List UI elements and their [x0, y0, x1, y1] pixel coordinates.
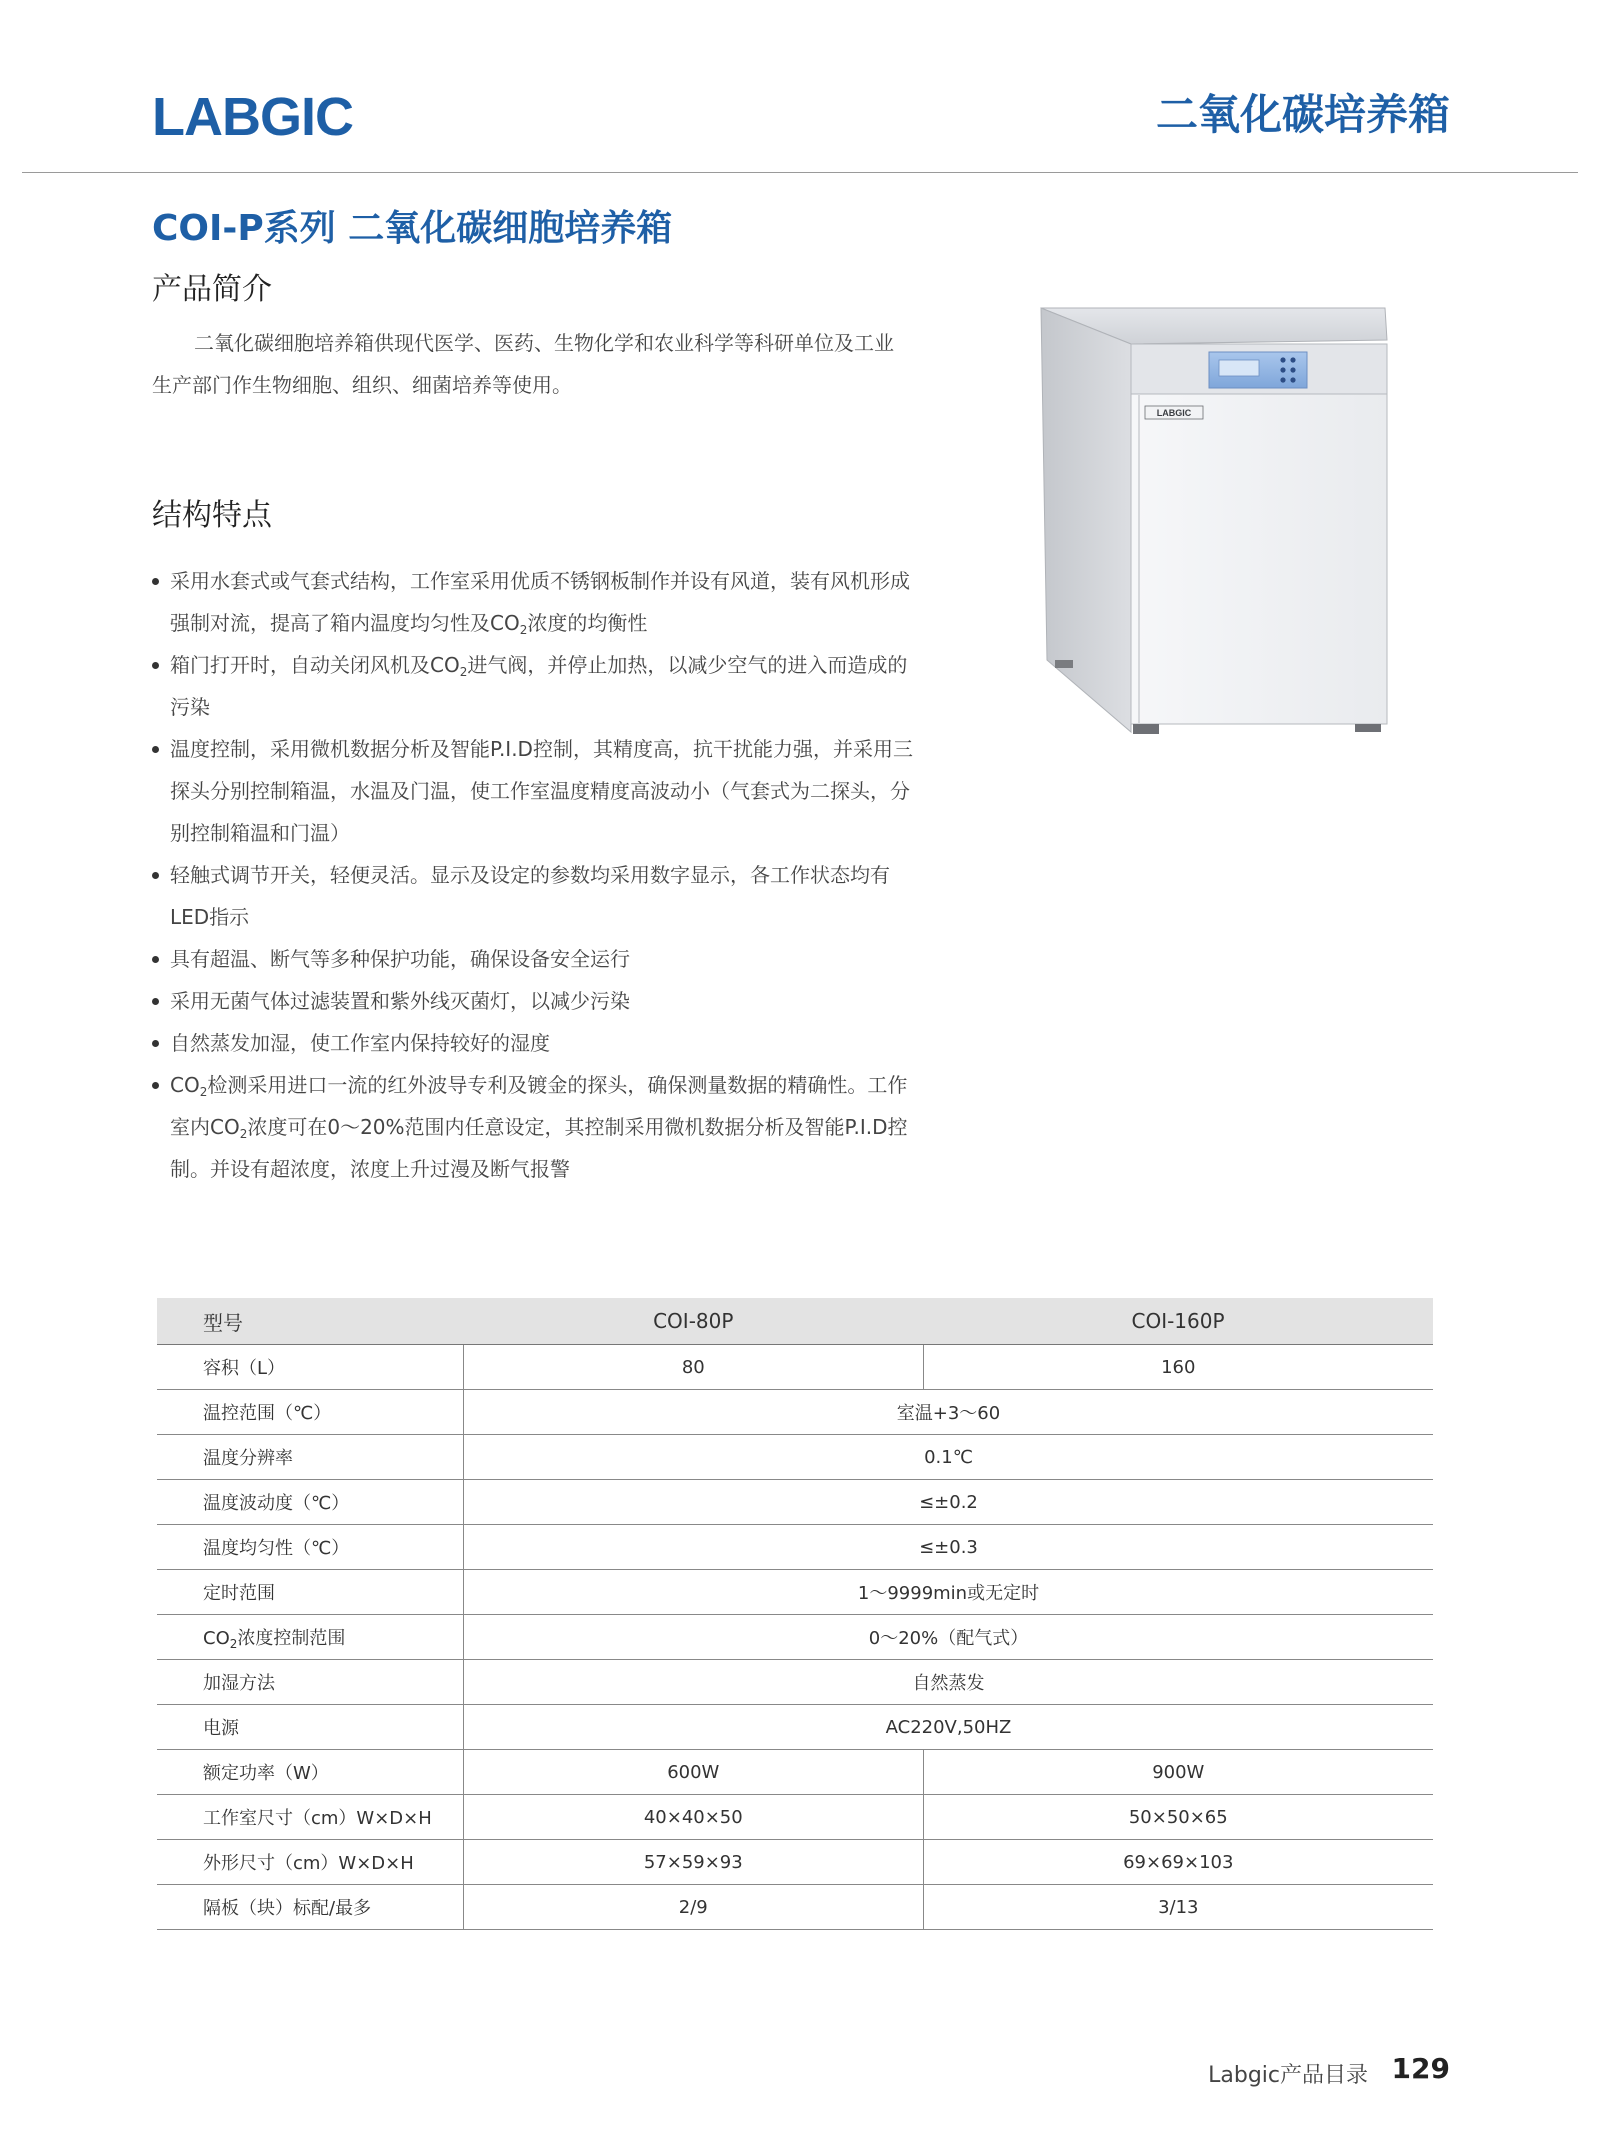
- feature-item: 采用水套式或气套式结构，工作室采用优质不锈钢板制作并设有风道，装有风机形成强制对流，提高了箱内温度均匀性及$CO_2$浓度的均衡性: [152, 560, 922, 644]
- spec-value-cell: 1～9999min或无定时: [464, 1570, 1434, 1615]
- page-number: 129: [1391, 2052, 1450, 2085]
- brand-logo: LABGIC: [152, 87, 353, 147]
- spec-value-cell: 自然蒸发: [464, 1660, 1434, 1705]
- spec-value-cell: AC220V,50HZ: [464, 1705, 1434, 1750]
- spec-param-cell: 加湿方法: [157, 1660, 464, 1705]
- feature-item: $CO_2$检测采用进口一流的红外波导专利及镀金的探头，确保测量数据的精确性。工作室内$CO_2$浓度可在0～20%范围内任意设定，其控制采用微机数据分析及智能P.I.D控制。并设有超浓度，浓度上升过漫及断气报警: [152, 1064, 922, 1190]
- header-divider: [22, 172, 1578, 173]
- spec-value-cell: 80: [464, 1345, 924, 1390]
- incubator-image: [1035, 300, 1405, 740]
- table-row: [157, 1750, 1433, 1795]
- spec-param-cell: 定时范围: [157, 1570, 464, 1615]
- spec-param-cell: 额定功率（W）: [157, 1750, 464, 1795]
- spec-value-cell: 室温+3～60: [464, 1390, 1434, 1435]
- model-header: 型号: [157, 1298, 464, 1345]
- features-list: [152, 560, 922, 1190]
- spec-table: [157, 1298, 1433, 1930]
- spec-value-cell: ≤±0.2: [464, 1480, 1434, 1525]
- intro-heading: 产品简介: [152, 272, 272, 307]
- category-title: 二氧化碳培养箱: [1155, 90, 1450, 139]
- catalog-label: Labgic产品目录: [1208, 2063, 1368, 2088]
- spec-param-cell: 温度波动度（℃）: [157, 1480, 464, 1525]
- spec-value-cell: 40×40×50: [464, 1795, 924, 1840]
- spec-param-cell: $CO_2$浓度控制范围: [157, 1615, 464, 1660]
- feature-item: 箱门打开时，自动关闭风机及$CO_2$进气阀，并停止加热，以减少空气的进入而造成的污染: [152, 644, 922, 728]
- table-row: [157, 1660, 1433, 1705]
- spec-value-cell: 0.1℃: [464, 1435, 1434, 1480]
- table-row: [157, 1390, 1433, 1435]
- model-coi-80p-header: COI-80P: [464, 1298, 924, 1345]
- table-row: [157, 1840, 1433, 1885]
- features-heading: 结构特点: [152, 498, 272, 533]
- table-row: [157, 1345, 1433, 1390]
- feature-item: 采用无菌气体过滤装置和紫外线灭菌灯，以减少污染: [152, 980, 922, 1022]
- feature-item: 自然蒸发加湿，使工作室内保持较好的湿度: [152, 1022, 922, 1064]
- spec-value-cell: 50×50×65: [923, 1795, 1433, 1840]
- spec-param-cell: 外形尺寸（cm）W×D×H: [157, 1840, 464, 1885]
- spec-value-cell: 0～20%（配气式）: [464, 1615, 1434, 1660]
- spec-param-cell: 隔板（块）标配/最多: [157, 1885, 464, 1930]
- model-coi-160p-header: COI-160P: [923, 1298, 1433, 1345]
- spec-param-cell: 容积（L）: [157, 1345, 464, 1390]
- spec-param-cell: 温度分辨率: [157, 1435, 464, 1480]
- spec-value-cell: ≤±0.3: [464, 1525, 1434, 1570]
- spec-param-cell: 温控范围（℃）: [157, 1390, 464, 1435]
- product-title: COI-P系列 二氧化碳细胞培养箱: [152, 208, 673, 249]
- spec-param-cell: 工作室尺寸（cm）W×D×H: [157, 1795, 464, 1840]
- spec-value-cell: 160: [923, 1345, 1433, 1390]
- spec-table-header-row: [157, 1298, 1433, 1345]
- table-row: [157, 1885, 1433, 1930]
- feature-item: 轻触式调节开关，轻便灵活。显示及设定的参数均采用数字显示，各工作状态均有LED指示: [152, 854, 922, 938]
- feature-item: 具有超温、断气等多种保护功能，确保设备安全运行: [152, 938, 922, 980]
- table-row: [157, 1435, 1433, 1480]
- table-row: [157, 1525, 1433, 1570]
- intro-text: 二氧化碳细胞培养箱供现代医学、医药、生物化学和农业科学等科研单位及工业生产部门作生物细胞、组织、细菌培养等使用。: [152, 331, 894, 397]
- spec-value-cell: 900W: [923, 1750, 1433, 1795]
- table-row: [157, 1615, 1433, 1660]
- spec-value-cell: 57×59×93: [464, 1840, 924, 1885]
- spec-value-cell: 69×69×103: [923, 1840, 1433, 1885]
- table-row: [157, 1795, 1433, 1840]
- spec-value-cell: 2/9: [464, 1885, 924, 1930]
- spec-param-cell: 温度均匀性（℃）: [157, 1525, 464, 1570]
- spec-param-cell: 电源: [157, 1705, 464, 1750]
- spec-value-cell: 3/13: [923, 1885, 1433, 1930]
- image-label: LABGIC: [1156, 408, 1192, 418]
- table-row: [157, 1705, 1433, 1750]
- feature-item: 温度控制，采用微机数据分析及智能P.I.D控制，其精度高，抗干扰能力强，并采用三探头分别控制箱温，水温及门温，使工作室温度精度高波动小（气套式为二探头，分别控制箱温和门温）: [152, 728, 922, 854]
- table-row: [157, 1480, 1433, 1525]
- table-row: [157, 1570, 1433, 1615]
- spec-value-cell: 600W: [464, 1750, 924, 1795]
